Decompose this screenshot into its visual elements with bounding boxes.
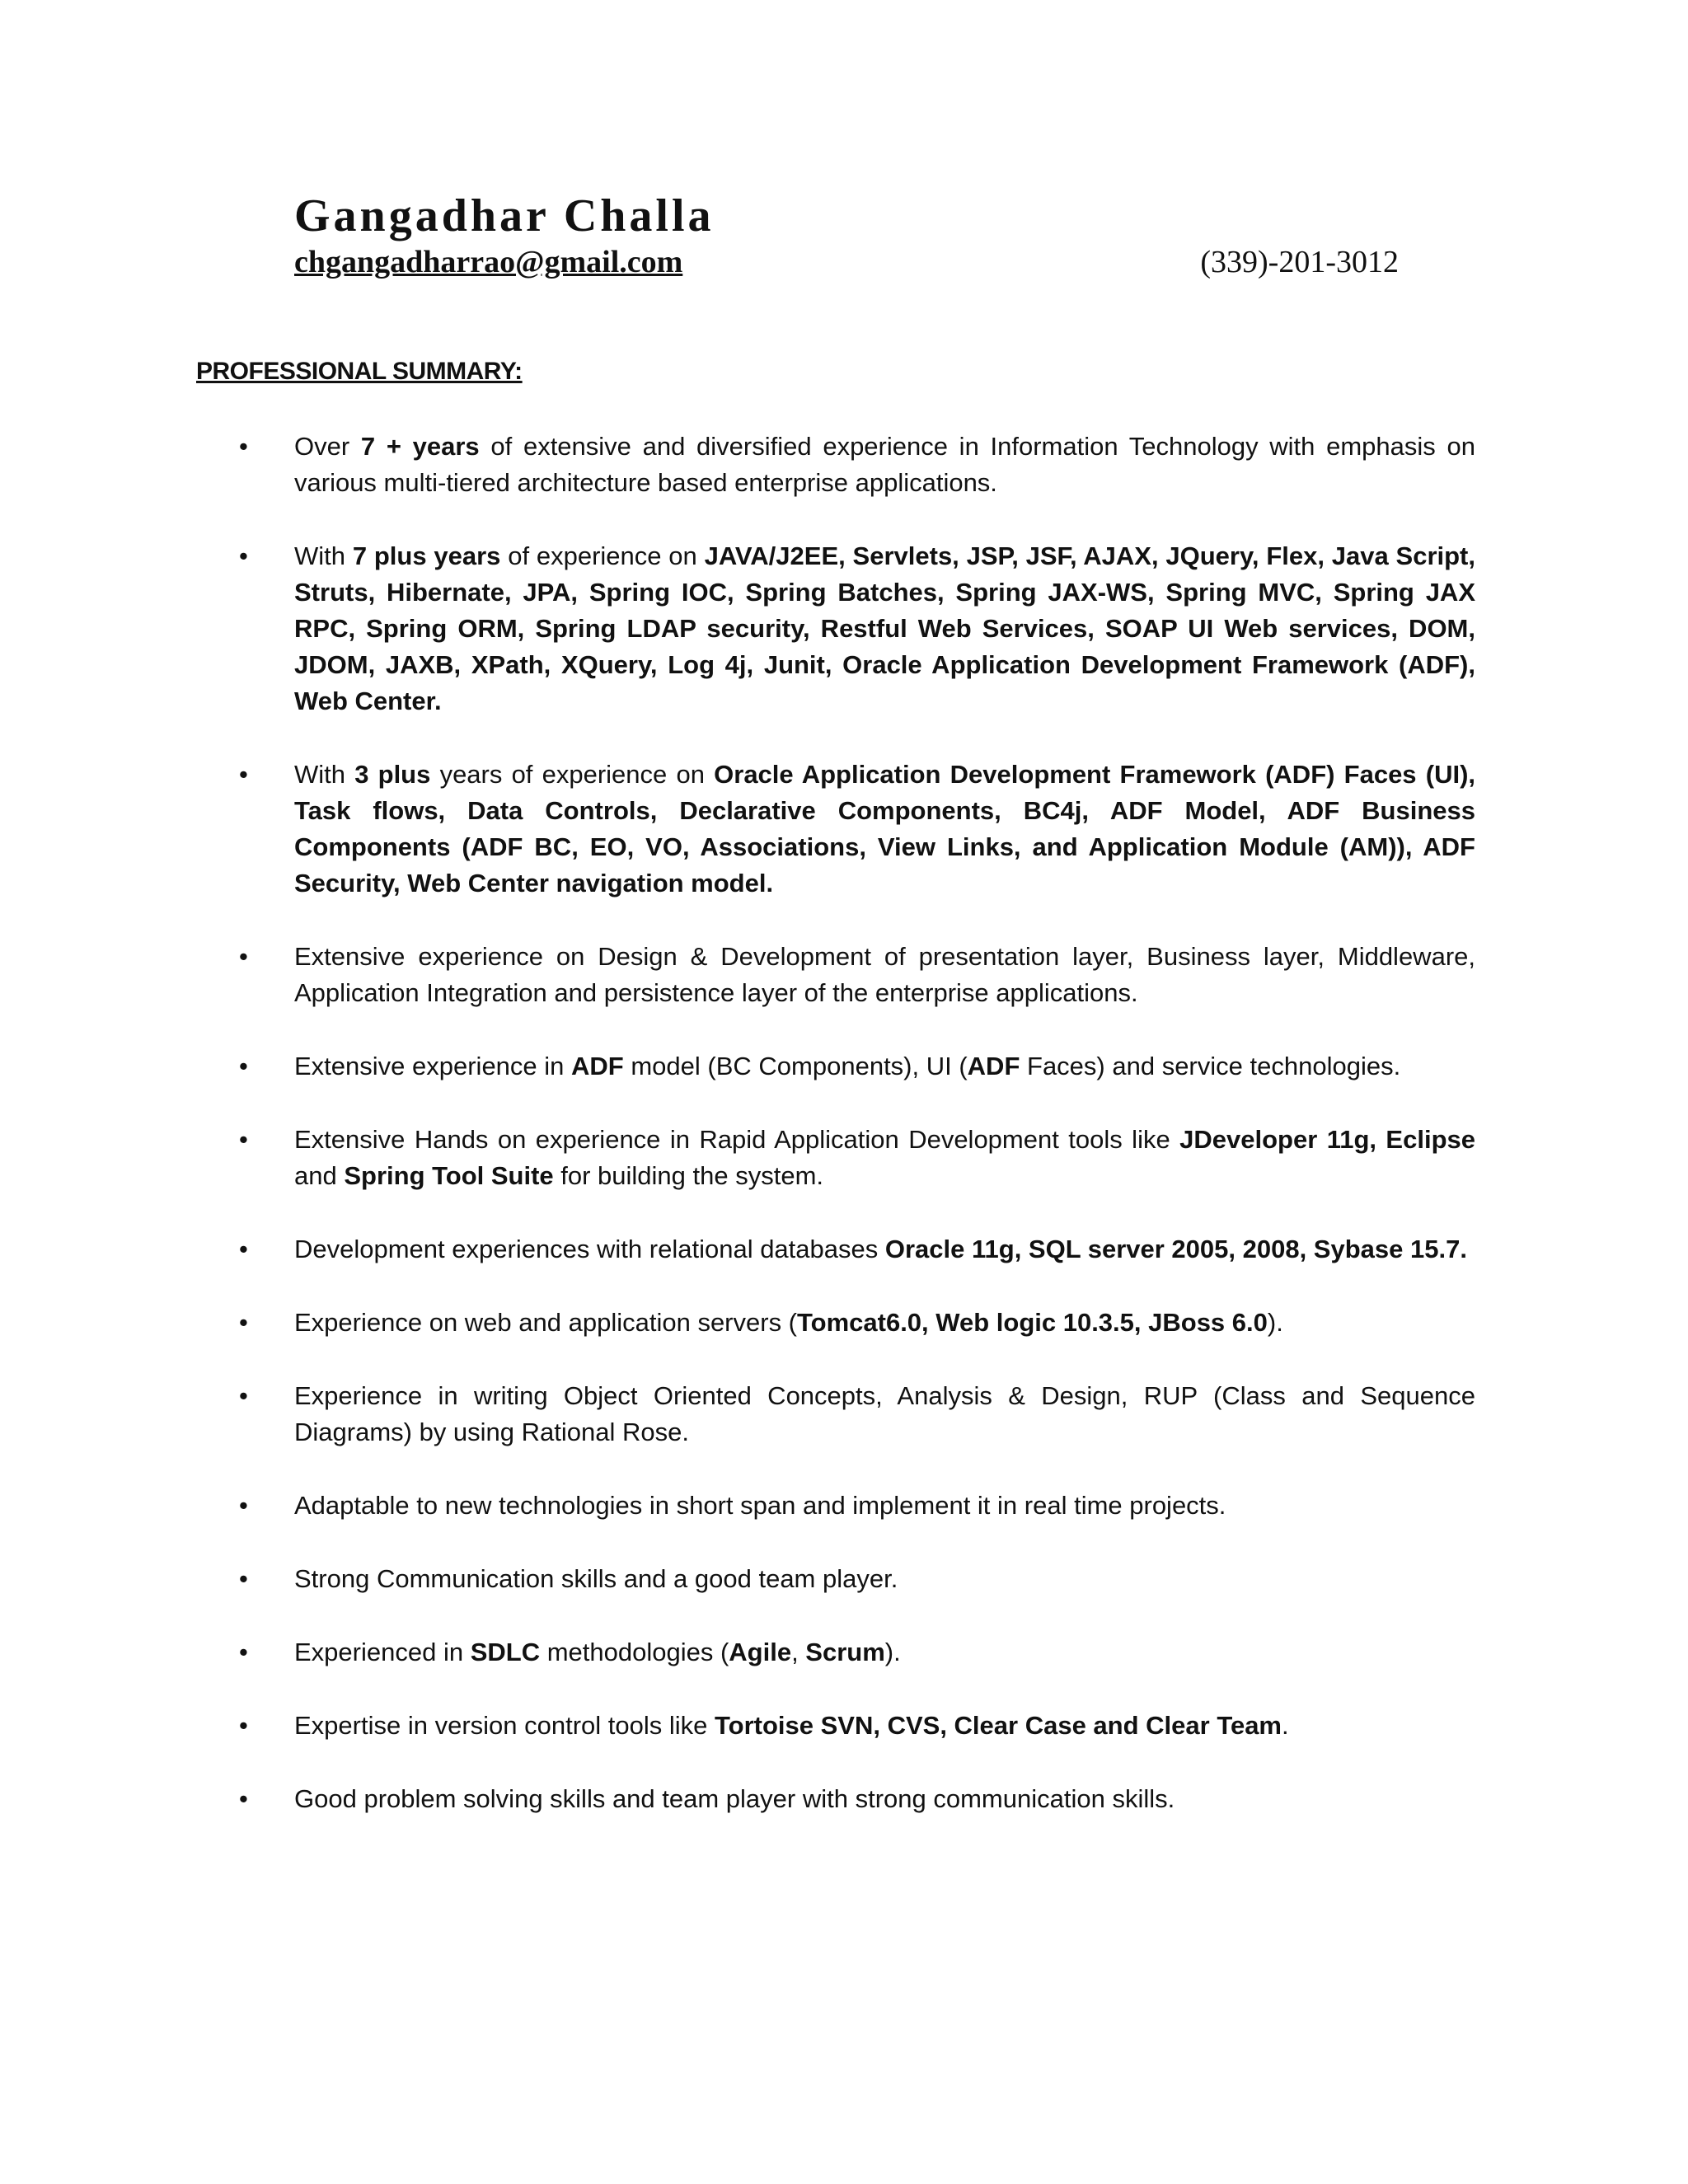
bullet-icon: • [239,1638,248,1666]
bullet-icon: • [239,1125,248,1154]
summary-item [239,1122,1475,1194]
summary-emphasis: Scrum [805,1638,885,1666]
summary-item [239,1781,1475,1817]
summary-emphasis: Agile [729,1638,792,1666]
resume-header [294,191,1399,280]
summary-emphasis: ADF [967,1052,1020,1080]
summary-emphasis: 3 plus [354,760,431,789]
summary-text: ). [1267,1308,1283,1337]
bullet-icon: • [239,760,248,789]
bullet-icon: • [239,1052,248,1080]
summary-item [239,1231,1475,1268]
summary-item [239,1634,1475,1671]
email-link[interactable]: chgangadharrao@gmail.com [294,244,683,279]
summary-text: Good problem solving skills and team player with strong communication skills. [294,1784,1175,1813]
summary-emphasis: Spring Tool Suite [344,1161,554,1190]
bullet-icon: • [239,1308,248,1337]
summary-emphasis: SDLC [470,1638,541,1666]
bullet-icon: • [239,432,248,461]
summary-emphasis: Oracle 11g, SQL server 2005, 2008, Sybase 15.7. [884,1235,1467,1263]
bullet-icon: • [239,1491,248,1520]
summary-text: . [1282,1711,1289,1740]
summary-text: With [294,541,353,570]
phone-number: (339)-201-3012 [1200,244,1399,279]
summary-text: Extensive Hands on experience in Rapid Application Development tools like [294,1125,1180,1154]
summary-emphasis: 7 + years [360,432,480,461]
summary-text: With [294,760,355,789]
summary-text: Over [294,432,361,461]
summary-text: , [791,1638,806,1666]
summary-text: Faces) and service technologies. [1020,1052,1401,1080]
bullet-icon: • [239,1564,248,1593]
summary-text: Experienced in [294,1638,471,1666]
summary-item [239,1048,1475,1085]
summary-item [239,429,1475,501]
bullet-icon: • [239,1235,248,1263]
summary-text: for building the system. [553,1161,824,1190]
summary-text: Extensive experience in [294,1052,572,1080]
summary-item [239,1708,1475,1744]
professional-summary-list [239,429,1475,1854]
summary-text: Extensive experience on Design & Development of presentation layer, Business layer, Middleware, Application Integration and persistence layer of the enterprise applications. [294,942,1475,1007]
summary-emphasis: JDeveloper 11g, Eclipse [1179,1125,1475,1154]
summary-text: of extensive and diversified experience in Information Technology with emphasis on various multi-tiered architecture based enterprise applications. [294,432,1475,497]
bullet-icon: • [239,942,248,971]
summary-text: of experience on [500,541,705,570]
summary-item [239,1488,1475,1524]
summary-item [239,1378,1475,1451]
summary-item [239,1305,1475,1341]
summary-text: methodologies ( [540,1638,729,1666]
bullet-icon: • [239,1784,248,1813]
summary-text: Experience on web and application servers ( [294,1308,798,1337]
summary-item [239,939,1475,1011]
summary-text: ). [884,1638,901,1666]
contact-row [294,244,1399,280]
summary-text: years of experience on [430,760,715,789]
summary-text: Expertise in version control tools like [294,1711,715,1740]
summary-text: Adaptable to new technologies in short span and implement it in real time projects. [294,1491,1226,1520]
summary-text: Strong Communication skills and a good team player. [294,1564,898,1593]
summary-emphasis: ADF [571,1052,624,1080]
summary-text: model (BC Components), UI ( [623,1052,968,1080]
summary-emphasis: 7 plus years [352,541,501,570]
summary-emphasis: JAVA/J2EE, Servlets, JSP, JSF, AJAX, JQuery, Flex, Java Script, Struts, Hibernate, JPA, Spring IOC, Spring Batches, Spring JAX-WS, Spring MVC, Spring JAX RPC, Spring ORM, Spring LDAP security, Restful Web Services, SOAP UI Web services, DOM, JDOM, JAXB, XPath, XQuery, Log 4j, Junit, Oracle Application Development Framework (ADF), Web Center. [294,541,1475,715]
summary-emphasis: Tortoise SVN, CVS, Clear Case and Clear Team [715,1711,1282,1740]
summary-emphasis: Oracle Application Development Framework (ADF) Faces (UI), Task flows, Data Controls, Declarative Components, BC4j, ADF Model, ADF Business Components (ADF BC, EO, VO, Associations, View Links, and Application Module (AM)), ADF Security, Web Center navigation model. [294,760,1476,898]
bullet-icon: • [239,1711,248,1740]
professional-summary-heading: PROFESSIONAL SUMMARY: [196,358,523,385]
candidate-name: Gangadhar Challa [294,190,715,241]
summary-text: Development experiences with relational databases [294,1235,885,1263]
summary-item [239,538,1475,719]
summary-item [239,1561,1475,1597]
summary-item [239,757,1475,902]
summary-text: Experience in writing Object Oriented Concepts, Analysis & Design, RUP (Class and Sequence Diagrams) by using Rational Rose. [294,1381,1475,1446]
bullet-icon: • [239,541,248,570]
summary-text: and [294,1161,345,1190]
bullet-icon: • [239,1381,248,1410]
summary-emphasis: Tomcat6.0, Web logic 10.3.5, JBoss 6.0 [797,1308,1268,1337]
